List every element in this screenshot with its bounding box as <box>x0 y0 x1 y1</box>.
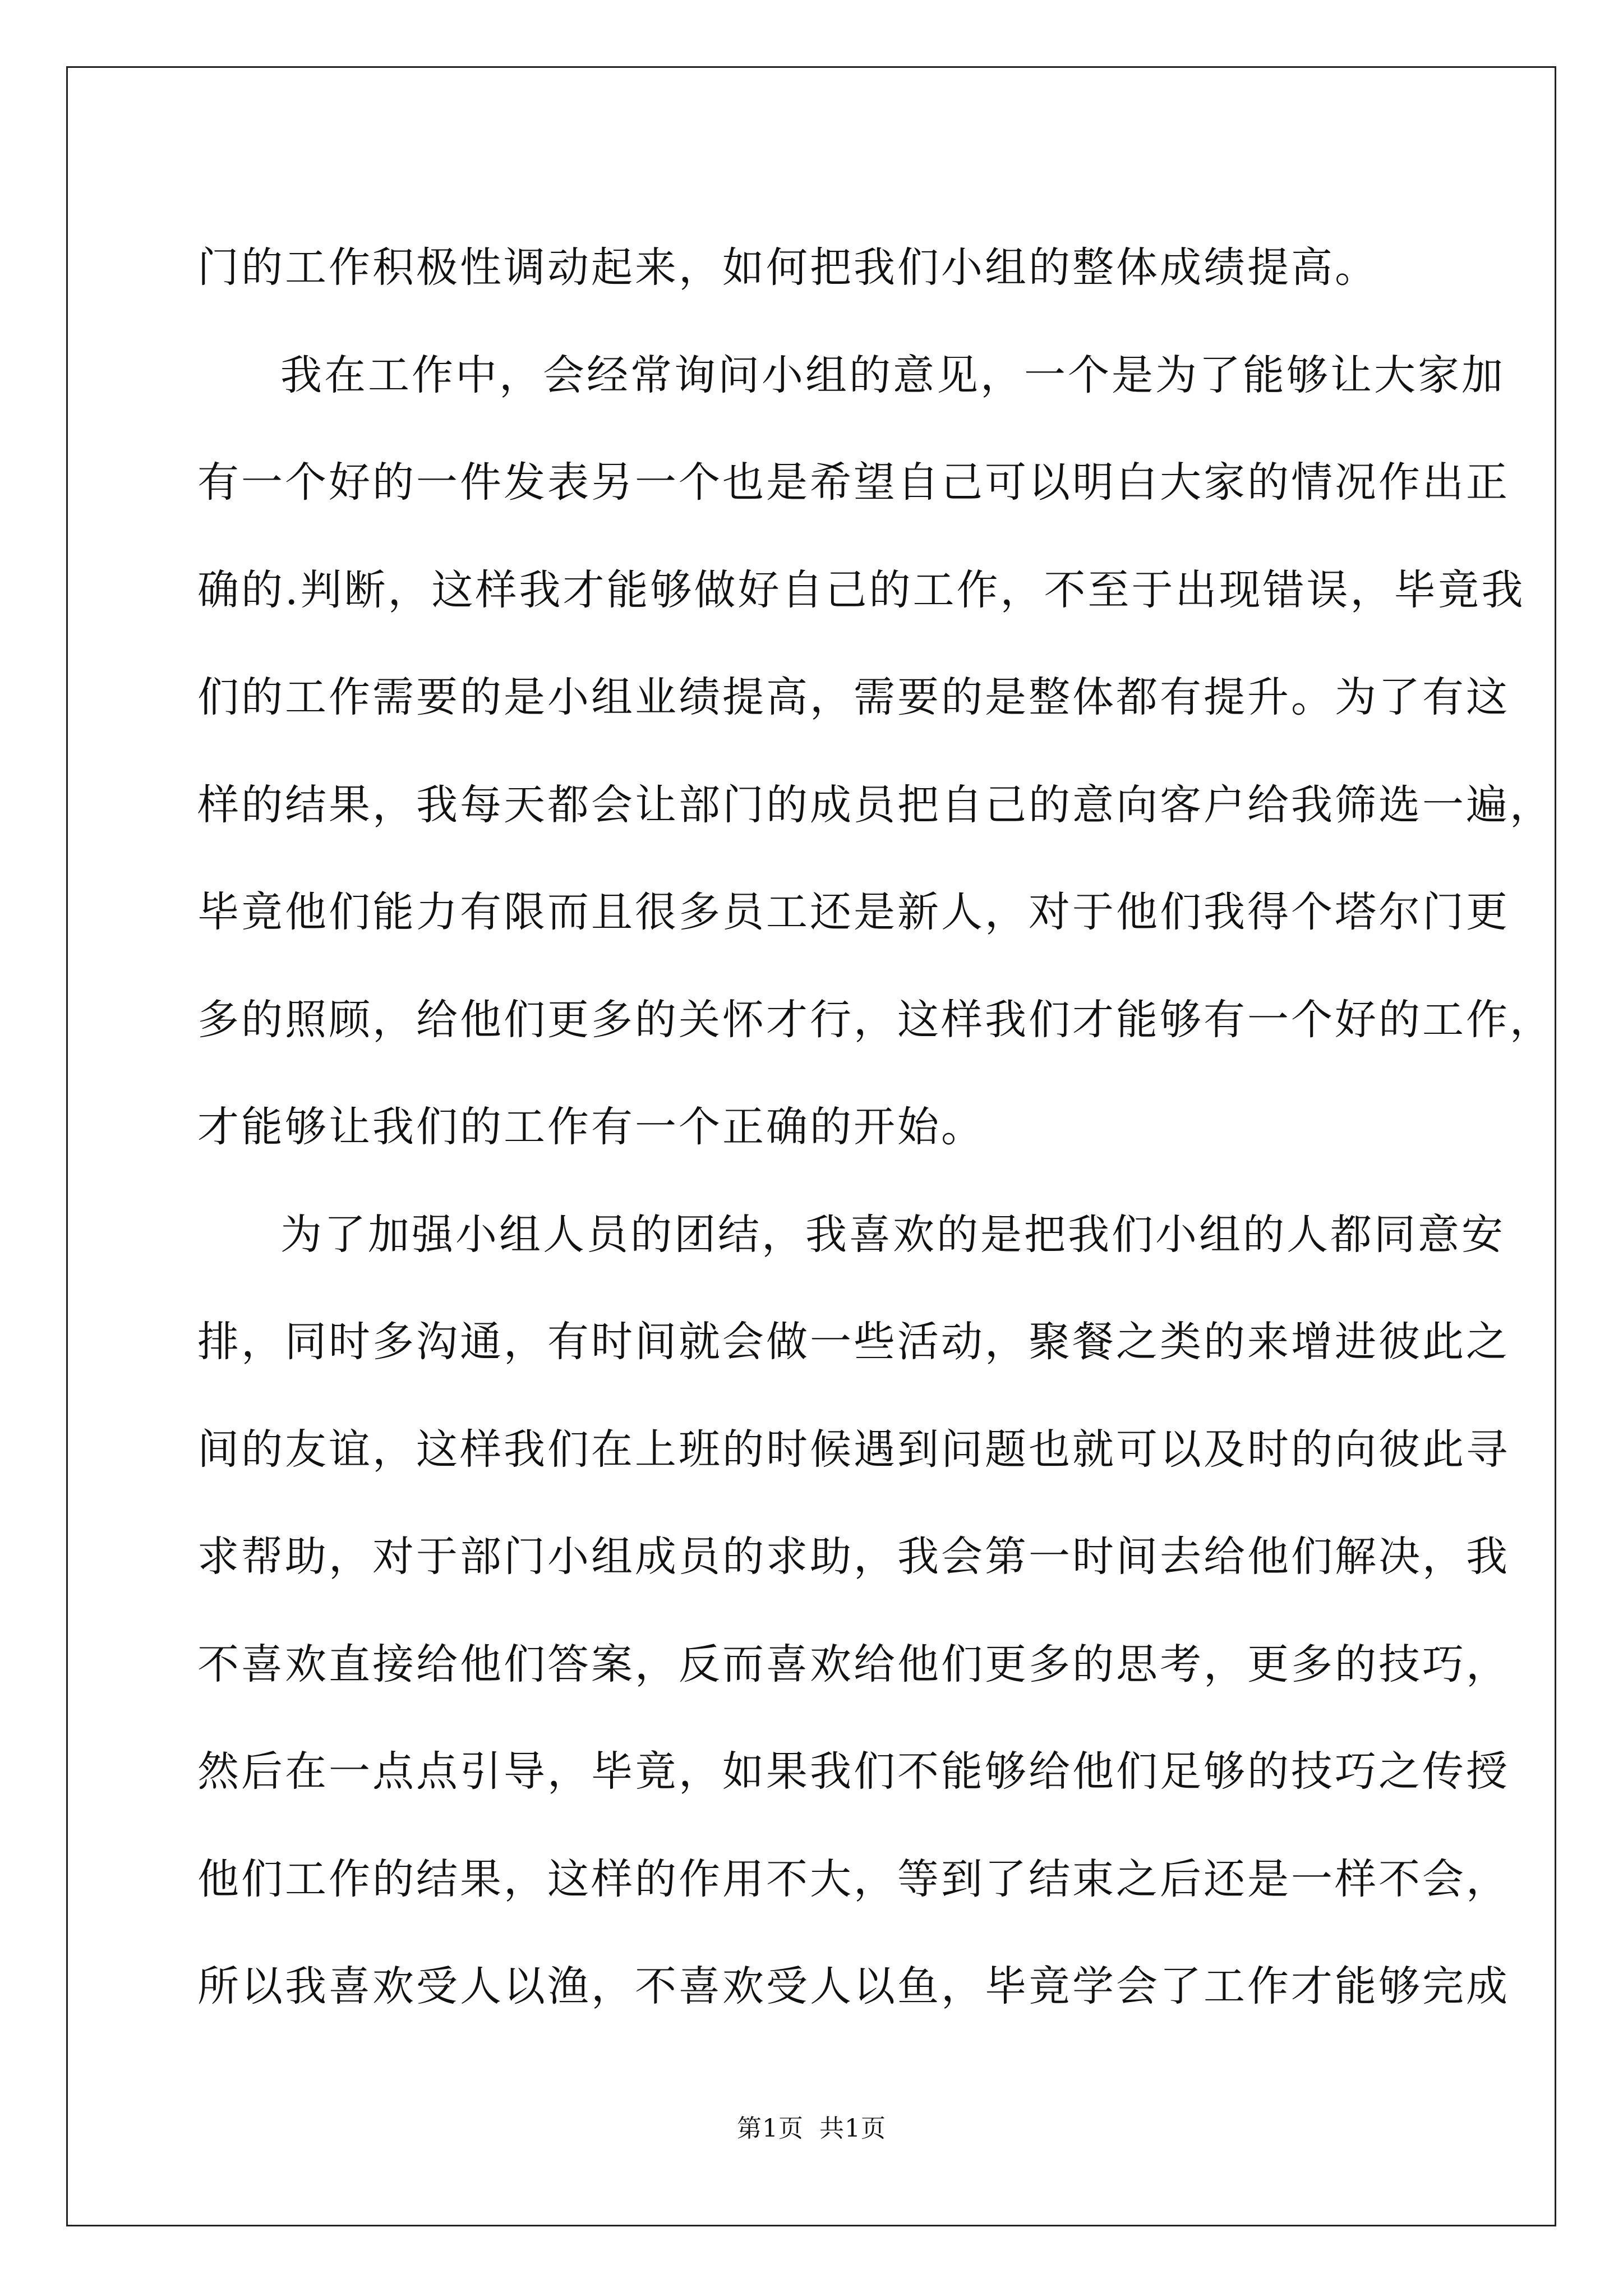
text-line: 毕竟他们能力有限而且很多员工还是新人，对于他们我得个塔尔门更 <box>197 888 1510 936</box>
text-line: 门的工作积极性调动起来，如何把我们小组的整体成绩提高。 <box>197 243 1378 292</box>
text-line: 多的照顾，给他们更多的关怀才行，这样我们才能够有一个好的工作， <box>197 995 1553 1044</box>
page-total: 共1页 <box>819 2114 886 2143</box>
text-line: 然后在一点点引导，毕竟，如果我们不能够给他们足够的技巧之传授 <box>197 1747 1510 1796</box>
text-line: 确的.判断，这样我才能够做好自己的工作，不至于出现错误，毕竟我 <box>197 565 1525 614</box>
text-line: 求帮助，对于部门小组成员的求助，我会第一时间去给他们解决，我 <box>197 1533 1510 1581</box>
text-line: 所以我喜欢受人以渔，不喜欢受人以鱼，毕竟学会了工作才能够完成 <box>197 1962 1510 2010</box>
page-footer <box>0 2108 1623 2144</box>
text-line: 他们工作的结果，这样的作用不大，等到了结束之后还是一样不会， <box>197 1855 1510 1903</box>
text-line: 不喜欢直接给他们答案，反而喜欢给他们更多的思考，更多的技巧， <box>197 1640 1510 1688</box>
text-line: 间的友谊，这样我们在上班的时候遇到问题也就可以及时的向彼此寻 <box>197 1425 1510 1474</box>
page-number: 第1页 <box>737 2114 804 2143</box>
text-line: 我在工作中，会经常询问小组的意见，一个是为了能够让大家加 <box>280 351 1505 399</box>
text-line: 为了加强小组人员的团结，我喜欢的是把我们小组的人都同意安 <box>280 1210 1505 1259</box>
text-line: 有一个好的一件发表另一个也是希望自己可以明白大家的情况作出正 <box>197 458 1510 507</box>
text-line: 样的结果，我每天都会让部门的成员把自己的意向客户给我筛选一遍， <box>197 780 1553 829</box>
text-line: 才能够让我们的工作有一个正确的开始。 <box>197 1103 985 1151</box>
text-line: 排，同时多沟通，有时间就会做一些活动，聚餐之类的来增进彼此之 <box>197 1318 1510 1366</box>
text-line: 们的工作需要的是小组业绩提高，需要的是整体都有提升。为了有这 <box>197 673 1510 721</box>
document-body <box>197 214 1553 2041</box>
